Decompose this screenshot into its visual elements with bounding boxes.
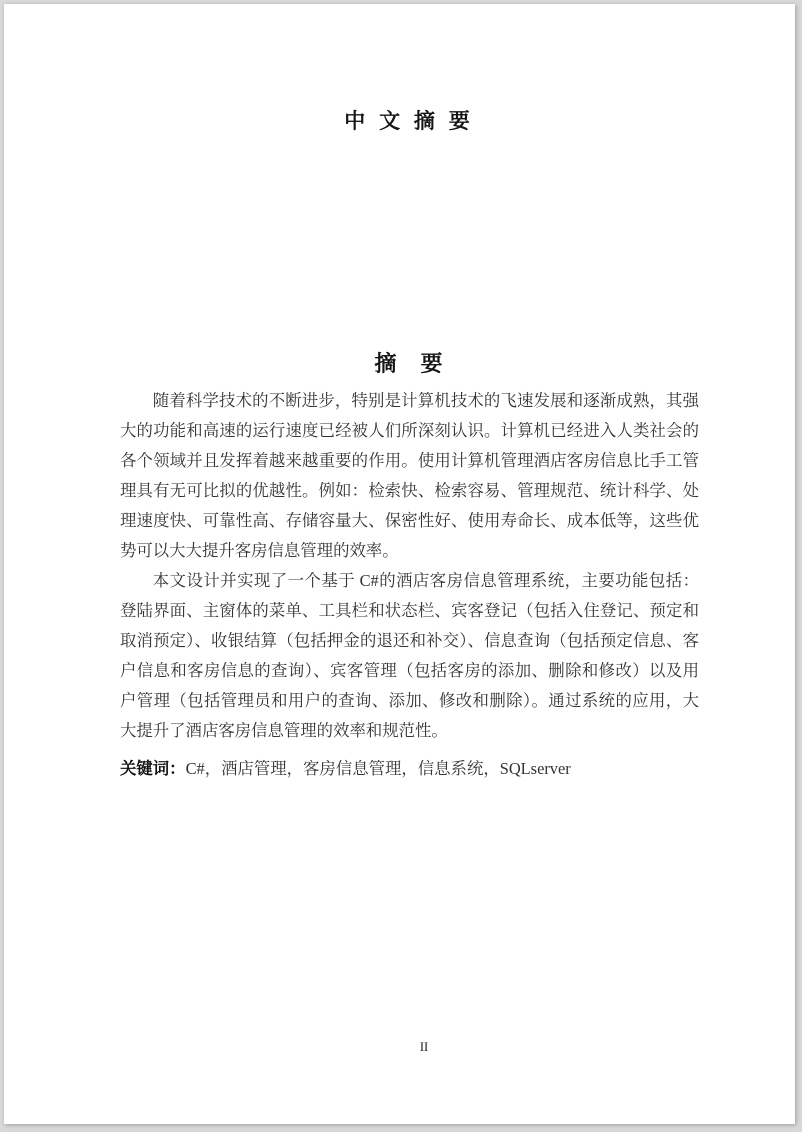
abstract-section-title: 摘 要 xyxy=(374,351,444,376)
page-number: II xyxy=(419,1040,429,1054)
keywords-text: C#，酒店管理，客房信息管理，信息系统，SQLserver xyxy=(185,759,571,778)
abstract-paragraph-1: 随着科学技术的不断进步，特别是计算机技术的飞速发展和逐渐成熟，其强大的功能和高速的运行速度已经被人们所深刻认识。计算机已经进入人类社会的各个领域并且发挥着越来越重要的作用。使用计算机管理酒店客房信息比手工管理具有无可比拟的优越性。例如：检索快、检索容易、管理规范、统计科学、处理速度快、可靠性高、存储容量大、保密性好、使用寿命长、成本低等，这些优势可以大大提升客房信息管理的效率。 xyxy=(120,391,699,560)
keywords-line xyxy=(120,754,699,784)
page-title: 中 文 摘 要 xyxy=(344,110,474,133)
keywords-label: 关键词： xyxy=(120,760,186,778)
abstract-paragraph-2: 本文设计并实现了一个基于 C#的酒店客房信息管理系统，主要功能包括：登陆界面、主窗体的菜单、工具栏和状态栏、宾客登记（包括入住登记、预定和取消预定）、收银结算（包括押金的退还和补交）、信息查询（包括预定信息、客户信息和客房信息的查询）、宾客管理（包括客房的添加、删除和修改）以及用户管理（包括管理员和用户的查询、添加、修改和删除）。通过系统的应用，大大提升了酒店客房信息管理的效率和规范性。 xyxy=(120,571,699,740)
document-page xyxy=(4,4,795,1124)
